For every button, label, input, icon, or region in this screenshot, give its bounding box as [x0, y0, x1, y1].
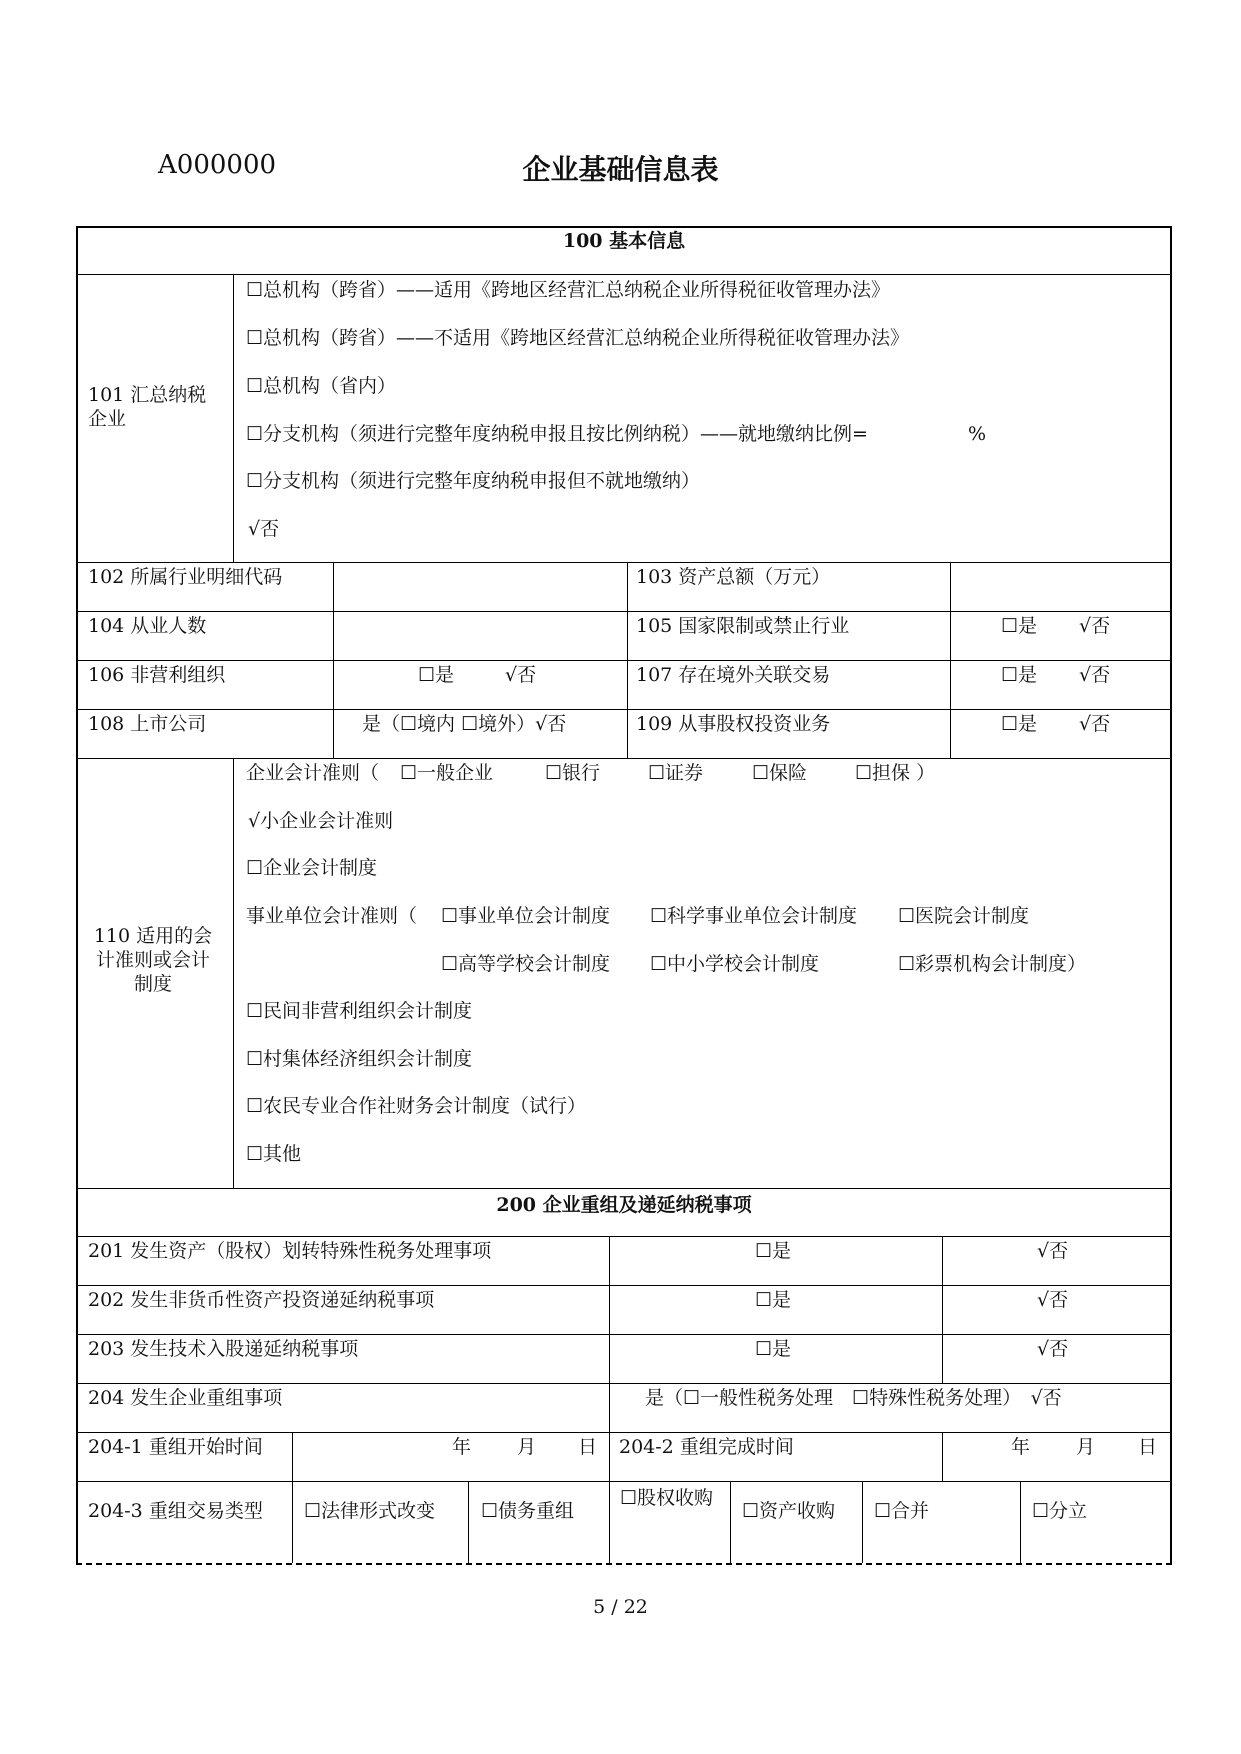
- r101-option-4[interactable]: ☐分支机构（须进行完整年度纳税申报且按比例纳税）——就地缴纳比例=: [246, 423, 868, 445]
- r204-3-equity[interactable]: ☐股权收购: [620, 1487, 714, 1509]
- r201-label: 201 发生资产（股权）划转特殊性税务处理事项: [88, 1240, 492, 1262]
- r108-value[interactable]: 是（☐境内 ☐境外）√否: [362, 713, 567, 735]
- table-continuation-line: [76, 1563, 1172, 1565]
- r110-other-4[interactable]: ☐其他: [246, 1143, 302, 1165]
- r110-corp-bank[interactable]: ☐银行: [545, 762, 601, 784]
- r204-3-merger[interactable]: ☐合并: [874, 1500, 930, 1522]
- r202-label: 202 发生非货币性资产投资递延纳税事项: [88, 1289, 435, 1311]
- r110-inst-opt-4[interactable]: ☐高等学校会计制度: [441, 953, 611, 975]
- r110-inst-opt-5[interactable]: ☐中小学校会计制度: [650, 953, 820, 975]
- form-title: 企业基础信息表: [522, 153, 719, 186]
- r109-no[interactable]: √否: [1079, 713, 1111, 735]
- r110-corp-securities[interactable]: ☐证券: [648, 762, 704, 784]
- r110-inst-opt-2[interactable]: ☐科学事业单位会计制度: [650, 905, 858, 927]
- r108-label: 108 上市公司: [88, 713, 207, 735]
- r204-1-label: 204-1 重组开始时间: [88, 1436, 263, 1458]
- r105-yes[interactable]: ☐是: [1001, 615, 1038, 637]
- r106-yes[interactable]: ☐是: [418, 664, 455, 686]
- r106-label: 106 非营利组织: [88, 664, 226, 686]
- r110-other-1[interactable]: ☐民间非营利组织会计制度: [246, 1000, 473, 1022]
- r110-label: 110 适用的会计准则或会计制度: [93, 925, 213, 995]
- r101-percent: %: [968, 423, 987, 445]
- r101-option-1[interactable]: ☐总机构（跨省）——适用《跨地区经营汇总纳税企业所得税征收管理办法》: [246, 279, 891, 301]
- r103-label: 103 资产总额（万元）: [636, 566, 831, 588]
- r204-3-legal-form[interactable]: ☐法律形式改变: [304, 1500, 436, 1522]
- r101-option-2[interactable]: ☐总机构（跨省）——不适用《跨地区经营汇总纳税企业所得税征收管理办法》: [246, 327, 910, 349]
- r204-2-month[interactable]: 月: [1076, 1436, 1096, 1458]
- r109-yes[interactable]: ☐是: [1001, 713, 1038, 735]
- r110-corp-general[interactable]: ☐一般企业: [400, 762, 494, 784]
- r204-1-year[interactable]: 年: [452, 1436, 472, 1458]
- r110-corp-insurance[interactable]: ☐保险: [752, 762, 808, 784]
- r202-no[interactable]: √否: [1037, 1289, 1069, 1311]
- form-code: A000000: [158, 150, 277, 180]
- r204-2-label: 204-2 重组完成时间: [619, 1436, 794, 1458]
- r104-label: 104 从业人数: [88, 615, 207, 637]
- r204-3-label: 204-3 重组交易类型: [88, 1500, 263, 1522]
- section-200-title: 200 企业重组及递延纳税事项: [496, 1194, 752, 1216]
- r109-label: 109 从事股权投资业务: [636, 713, 831, 735]
- r110-inst-opt-3[interactable]: ☐医院会计制度: [898, 905, 1030, 927]
- r101-option-3[interactable]: ☐总机构（省内）: [246, 375, 397, 397]
- r110-other-3[interactable]: ☐农民专业合作社财务会计制度（试行）: [246, 1095, 587, 1117]
- r201-no[interactable]: √否: [1037, 1240, 1069, 1262]
- r101-label: 101 汇总纳税企业: [88, 384, 207, 430]
- r107-no[interactable]: √否: [1079, 664, 1111, 686]
- page-number: 5 / 22: [593, 1596, 648, 1618]
- r110-inst-prefix: 事业单位会计准则（: [246, 905, 418, 927]
- r204-3-debt[interactable]: ☐债务重组: [481, 1500, 575, 1522]
- r102-label: 102 所属行业明细代码: [88, 566, 283, 588]
- r105-label: 105 国家限制或禁止行业: [636, 615, 850, 637]
- r204-1-month[interactable]: 月: [517, 1436, 537, 1458]
- r110-other-2[interactable]: ☐村集体经济组织会计制度: [246, 1048, 473, 1070]
- r110-small-enterprise[interactable]: √小企业会计准则: [248, 810, 394, 832]
- r107-label: 107 存在境外关联交易: [636, 664, 831, 686]
- r203-yes[interactable]: ☐是: [755, 1338, 792, 1360]
- r110-inst-opt-1[interactable]: ☐事业单位会计制度: [441, 905, 611, 927]
- r105-no[interactable]: √否: [1079, 615, 1111, 637]
- r202-yes[interactable]: ☐是: [755, 1289, 792, 1311]
- r204-3-asset[interactable]: ☐资产收购: [742, 1500, 836, 1522]
- r204-value[interactable]: 是（☐一般性税务处理 ☐特殊性税务处理） √否: [645, 1387, 1062, 1409]
- r110-corp-guarantee[interactable]: ☐担保 ）: [855, 762, 936, 784]
- r110-corp-system[interactable]: ☐企业会计制度: [246, 857, 378, 879]
- r204-3-split[interactable]: ☐分立: [1032, 1500, 1088, 1522]
- r204-label: 204 发生企业重组事项: [88, 1387, 283, 1409]
- r101-option-6[interactable]: √否: [248, 518, 280, 540]
- r204-2-day[interactable]: 日: [1138, 1436, 1158, 1458]
- r203-label: 203 发生技术入股递延纳税事项: [88, 1338, 359, 1360]
- r201-yes[interactable]: ☐是: [755, 1240, 792, 1262]
- r101-option-5[interactable]: ☐分支机构（须进行完整年度纳税申报但不就地缴纳）: [246, 470, 701, 492]
- r204-2-year[interactable]: 年: [1011, 1436, 1031, 1458]
- r110-inst-opt-6[interactable]: ☐彩票机构会计制度）: [898, 953, 1087, 975]
- r106-no[interactable]: √否: [505, 664, 537, 686]
- r110-corp-prefix: 企业会计准则（: [246, 762, 380, 784]
- r203-no[interactable]: √否: [1037, 1338, 1069, 1360]
- r107-yes[interactable]: ☐是: [1001, 664, 1038, 686]
- section-100-title: 100 基本信息: [562, 230, 686, 252]
- r204-1-day[interactable]: 日: [578, 1436, 598, 1458]
